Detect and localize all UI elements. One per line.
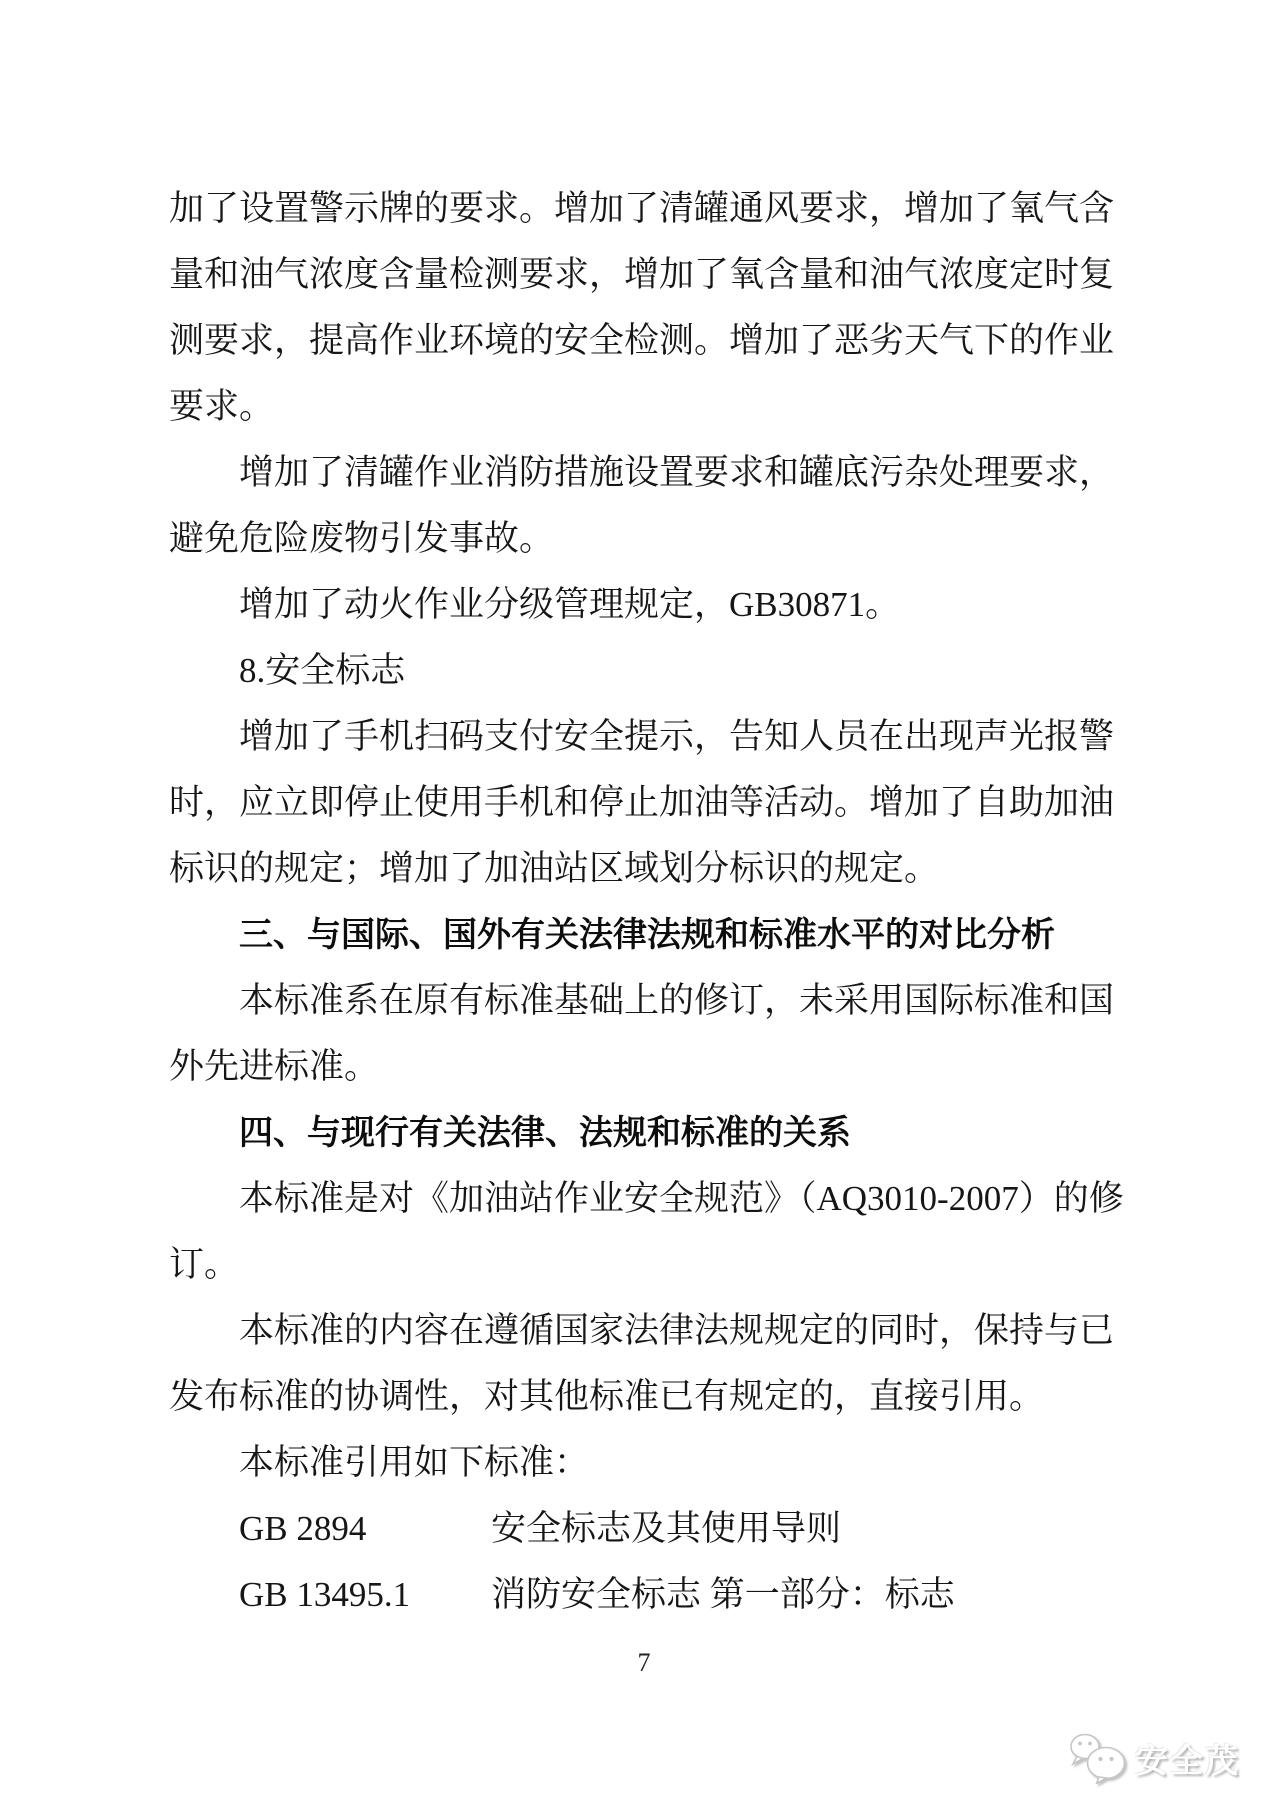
text-line: 本标准是对《加油站作业安全规范》（AQ3010-2007）的修 [239,1179,1124,1218]
section-heading: 三、与国际、国外有关法律法规和标准水平的对比分析 [239,916,1055,954]
standard-code: GB 13495.1 [239,1575,411,1614]
text-line: 发布标准的协调性，对其他标准已有规定的，直接引用。 [169,1377,1045,1416]
watermark-label: 安全茂 [1135,1741,1240,1779]
text-line: 增加了手机扫码支付安全提示，告知人员在出现声光报警 [239,717,1115,756]
standard-title: 消防安全标志 第一部分：标志 [491,1575,955,1614]
text-line: 量和油气浓度含量检测要求，增加了氧含量和油气浓度定时复 [169,255,1115,294]
text-line: 本标准系在原有标准基础上的修订，未采用国际标准和国 [239,981,1115,1020]
standard-title: 安全标志及其使用导则 [491,1509,842,1548]
page-number: 7 [637,1648,651,1677]
text-line: 本标准引用如下标准： [239,1443,590,1482]
text-line: 增加了动火作业分级管理规定，GB30871。 [239,585,901,624]
reference-line [169,1496,1119,1562]
wechat-logo-icon [1068,1732,1128,1784]
text-line: 增加了清罐作业消防措施设置要求和罐底污杂处理要求， [239,453,1115,492]
watermark [1068,1732,1240,1784]
text-line: 要求。 [169,387,275,426]
document-body [169,176,1124,1628]
text-line: 8.安全标志 [239,651,406,690]
text-line: 外先进标准。 [169,1047,380,1086]
section-heading: 四、与现行有关法律、法规和标准的关系 [239,1114,851,1152]
text-line: 避免危险废物引发事故。 [169,519,555,558]
text-line: 标识的规定；增加了加油站区域划分标识的规定。 [169,849,940,888]
text-line: 测要求，提高作业环境的安全检测。增加了恶劣天气下的作业 [169,321,1115,360]
text-line: 时，应立即停止使用手机和停止加油等活动。增加了自助加油 [169,783,1115,822]
reference-line [169,1562,1119,1628]
text-line: 订。 [169,1245,240,1284]
text-line: 加了设置警示牌的要求。增加了清罐通风要求，增加了氧气含 [169,189,1115,228]
text-line: 本标准的内容在遵循国家法律法规规定的同时，保持与已 [239,1311,1115,1350]
standard-code: GB 2894 [239,1509,367,1548]
